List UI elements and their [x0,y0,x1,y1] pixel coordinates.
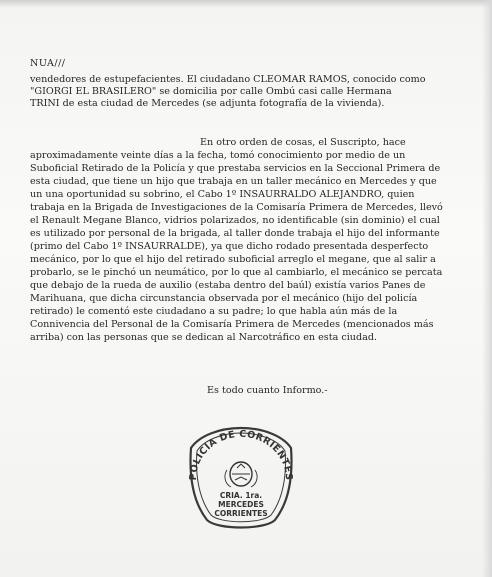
body-line: TRINI de esta ciudad de Mercedes (se adjunta fotografía de la vivienda). [30,98,385,109]
body-line: un una oportunidad su sobrino, el Cabo 1º INSAURRALDO ALEJANDRO, quien [30,189,415,200]
body-line: trabaja en la Brigada de Investigaciones de la Comisaría Primera de Mercedes, llevó [30,202,443,213]
stamp-line-2: MERCEDES [218,500,264,509]
body-line: el Renault Megane Blanco, vidrios polarizados, no identificable (sin dominio) el cual [30,215,440,226]
body-line: Marihuana, que dicha circunstancia observada por el mecánico (hijo del policía [30,293,418,304]
body-line: (primo del Cabo 1º INSAURRALDE), ya que dicho rodado presentada desperfecto [30,241,429,252]
body-line: Suboficial Retirado de la Policía y que prestaba servicios en la Seccional Primera de [30,163,441,174]
body-line: aproximadamente veinte días a la fecha, tomó conocimiento por medio de un [30,150,406,161]
body-line: que debajo de la rueda de auxilio (estaba dentro del baúl) existía varios Panes de [30,280,426,291]
closing-line: Es todo cuanto Informo.- [207,385,328,396]
scan-edge-shadow [0,0,492,8]
body-line: mecánico, por lo que el hijo del retirado suboficial arreglo el megane, que al salir a [30,254,436,265]
coat-of-arms-icon [225,462,257,487]
scan-edge-shadow-right [482,0,492,577]
stamp-line-3: CORRIENTES [214,509,268,518]
body-line: vendedores de estupefacientes. El ciudadano CLEOMAR RAMOS, conocido como [30,74,426,85]
stamp-line-1: CRIA. 1ra. [219,491,263,500]
police-stamp [185,424,297,534]
body-line: probarlo, se le pinchó un neumático, por lo que al cambiarlo, el mecánico se percata [30,267,443,278]
body-line: "GIORGI EL BRASILERO" se domicilia por calle Ombú casi calle Hermana [30,86,392,97]
stamp-ring-text: POLICIA DE CORRIENTES [187,428,295,481]
body-line: arriba) con las personas que se dedican al Narcotráfico en esta ciudad. [30,332,378,343]
page-continuation-marker: NUA/// [30,58,66,69]
body-line: esta ciudad, que tiene un hijo que trabaja en un taller mecánico en Mercedes y que [30,176,437,187]
body-line: es utilizado por personal de la brigada, al taller donde trabaja el hijo del informante [30,228,440,239]
body-line: retirado) le comentó este ciudadano a su padre; lo que habla aún más de la [30,306,398,317]
body-line: Connivencia del Personal de la Comisaría Primera de Mercedes (mencionados más [30,319,434,330]
body-line: En otro orden de cosas, el Suscripto, hace [200,137,406,148]
